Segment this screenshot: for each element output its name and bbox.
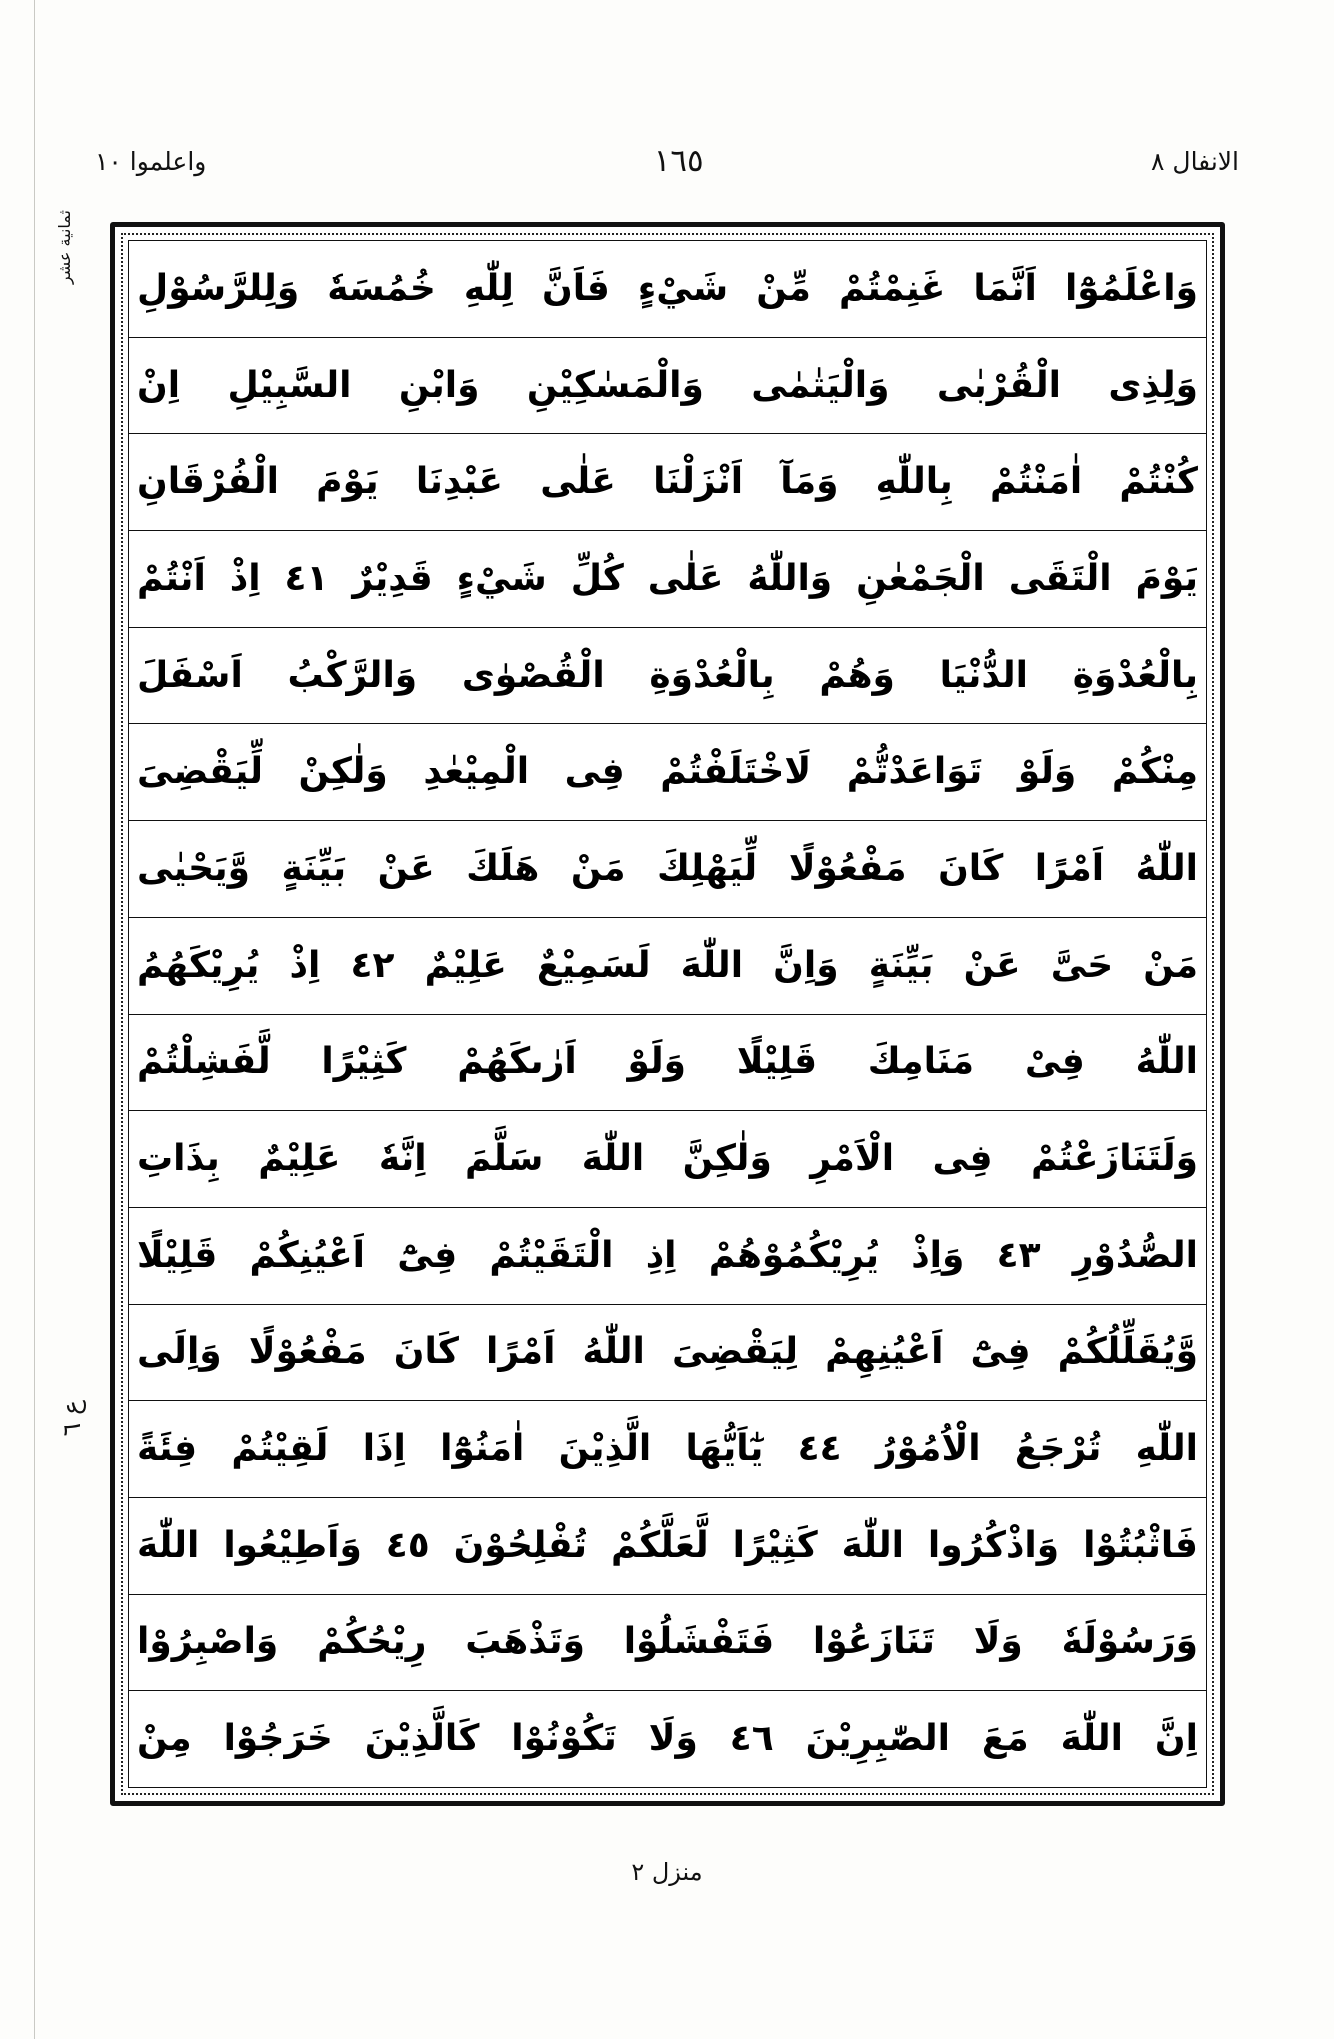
- ayah-line: [129, 821, 1206, 918]
- ayah-line: [129, 1208, 1206, 1305]
- ayah-line: [129, 338, 1206, 435]
- ayah-lines-container: [128, 240, 1207, 1788]
- ayah-text: بِالْعُدْوَةِ الدُّنْيَا وَهُمْ بِالْعُدْوَةِ الْقُصْوٰى وَالرَّكْبُ اَسْفَلَ: [137, 654, 1198, 696]
- ayah-text: مَنْ حَىَّ عَنْ بَيِّنَةٍ وَاِنَّ اللّٰهَ لَسَمِيْعٌ عَلِيْمٌ ٤٢ اِذْ يُرِيْكَهُمُ: [137, 944, 1198, 986]
- ayah-line: [129, 1305, 1206, 1402]
- ayah-line: [129, 724, 1206, 821]
- ayah-line: [129, 1691, 1206, 1787]
- surah-label: الانفال ٨: [1151, 146, 1239, 176]
- ayah-line: [129, 628, 1206, 725]
- ayah-text: اللّٰهُ فِىْ مَنَامِكَ قَلِيْلًا وَلَوْ اَرٰىكَهُمْ كَثِيْرًا لَّفَشِلْتُمْ: [137, 1041, 1198, 1083]
- side-note-ruku: ع ٦: [57, 1400, 86, 1437]
- ayah-text: وَاعْلَمُوْٓا اَنَّمَا غَنِمْتُمْ مِّنْ شَيْءٍ فَاَنَّ لِلّٰهِ خُمُسَهٗ وَلِلرَّسُوْلِ: [137, 267, 1198, 309]
- ayah-text: وَلِذِى الْقُرْبٰى وَالْيَتٰمٰى وَالْمَسٰكِيْنِ وَابْنِ السَّبِيْلِ اِنْ: [137, 364, 1198, 406]
- side-note-top: ثمانیة عشر: [55, 210, 74, 285]
- page-footer: منزل ٢: [631, 1858, 703, 1886]
- ayah-text: يَوْمَ الْتَقَى الْجَمْعٰنِ وَاللّٰهُ عَلٰى كُلِّ شَيْءٍ قَدِيْرٌ ٤١ اِذْ اَنْتُمْ: [137, 557, 1198, 599]
- ayah-text: الصُّدُوْرِ ٤٣ وَاِذْ يُرِيْكُمُوْهُمْ اِذِ الْتَقَيْتُمْ فِىْٓ اَعْيُنِكُمْ قَلِيْلًا: [137, 1234, 1198, 1276]
- ayah-text: وَرَسُوْلَهٗ وَلَا تَنَازَعُوْا فَتَفْشَلُوْا وَتَذْهَبَ رِيْحُكُمْ وَاصْبِرُوْا: [137, 1621, 1198, 1663]
- ayah-line: [129, 1111, 1206, 1208]
- ayah-line: [129, 1595, 1206, 1692]
- ayah-line: [129, 434, 1206, 531]
- page-edge-rule: [34, 0, 35, 2039]
- text-frame-dotted-border: [121, 233, 1214, 1795]
- text-frame: [110, 222, 1225, 1806]
- page-number: ١٦٥: [653, 143, 704, 179]
- juz-label: واعلموا ١٠: [95, 146, 207, 176]
- ayah-line: [129, 1498, 1206, 1595]
- page-header: [95, 138, 1239, 184]
- ayah-line: [129, 1015, 1206, 1112]
- ayah-text: فَاثْبُتُوْا وَاذْكُرُوا اللّٰهَ كَثِيْرًا لَّعَلَّكُمْ تُفْلِحُوْنَ ٤٥ وَاَطِيْعُوا اللّٰهَ: [137, 1524, 1198, 1566]
- ayah-line: [129, 241, 1206, 338]
- ayah-text: اللّٰهُ اَمْرًا كَانَ مَفْعُوْلًا لِّيَهْلِكَ مَنْ هَلَكَ عَنْ بَيِّنَةٍ وَّيَحْيٰى: [137, 847, 1198, 889]
- ayah-line: [129, 531, 1206, 628]
- ayah-text: وَّيُقَلِّلُكُمْ فِىْٓ اَعْيُنِهِمْ لِيَقْضِىَ اللّٰهُ اَمْرًا كَانَ مَفْعُوْلًا وَاِلَى: [137, 1331, 1198, 1373]
- ayah-text: وَلَتَنَازَعْتُمْ فِى الْاَمْرِ وَلٰكِنَّ اللّٰهَ سَلَّمَ اِنَّهٗ عَلِيْمٌ بِذَاتِ: [137, 1138, 1198, 1180]
- ayah-text: اللّٰهِ تُرْجَعُ الْاُمُوْرُ ٤٤ يٰٓاَيُّهَا الَّذِيْنَ اٰمَنُوْٓا اِذَا لَقِيْتُمْ فِئَةً: [137, 1428, 1199, 1470]
- ayah-line: [129, 1401, 1206, 1498]
- ayah-line: [129, 918, 1206, 1015]
- ayah-text: مِنْكُمْ وَلَوْ تَوَاعَدْتُّمْ لَاخْتَلَفْتُمْ فِى الْمِيْعٰدِ وَلٰكِنْ لِّيَقْضِىَ: [137, 751, 1198, 793]
- ayah-text: كُنْتُمْ اٰمَنْتُمْ بِاللّٰهِ وَمَآ اَنْزَلْنَا عَلٰى عَبْدِنَا يَوْمَ الْفُرْقَانِ: [137, 461, 1198, 503]
- ayah-text: اِنَّ اللّٰهَ مَعَ الصّٰبِرِيْنَ ٤٦ وَلَا تَكُوْنُوْا كَالَّذِيْنَ خَرَجُوْا مِنْ: [137, 1718, 1198, 1760]
